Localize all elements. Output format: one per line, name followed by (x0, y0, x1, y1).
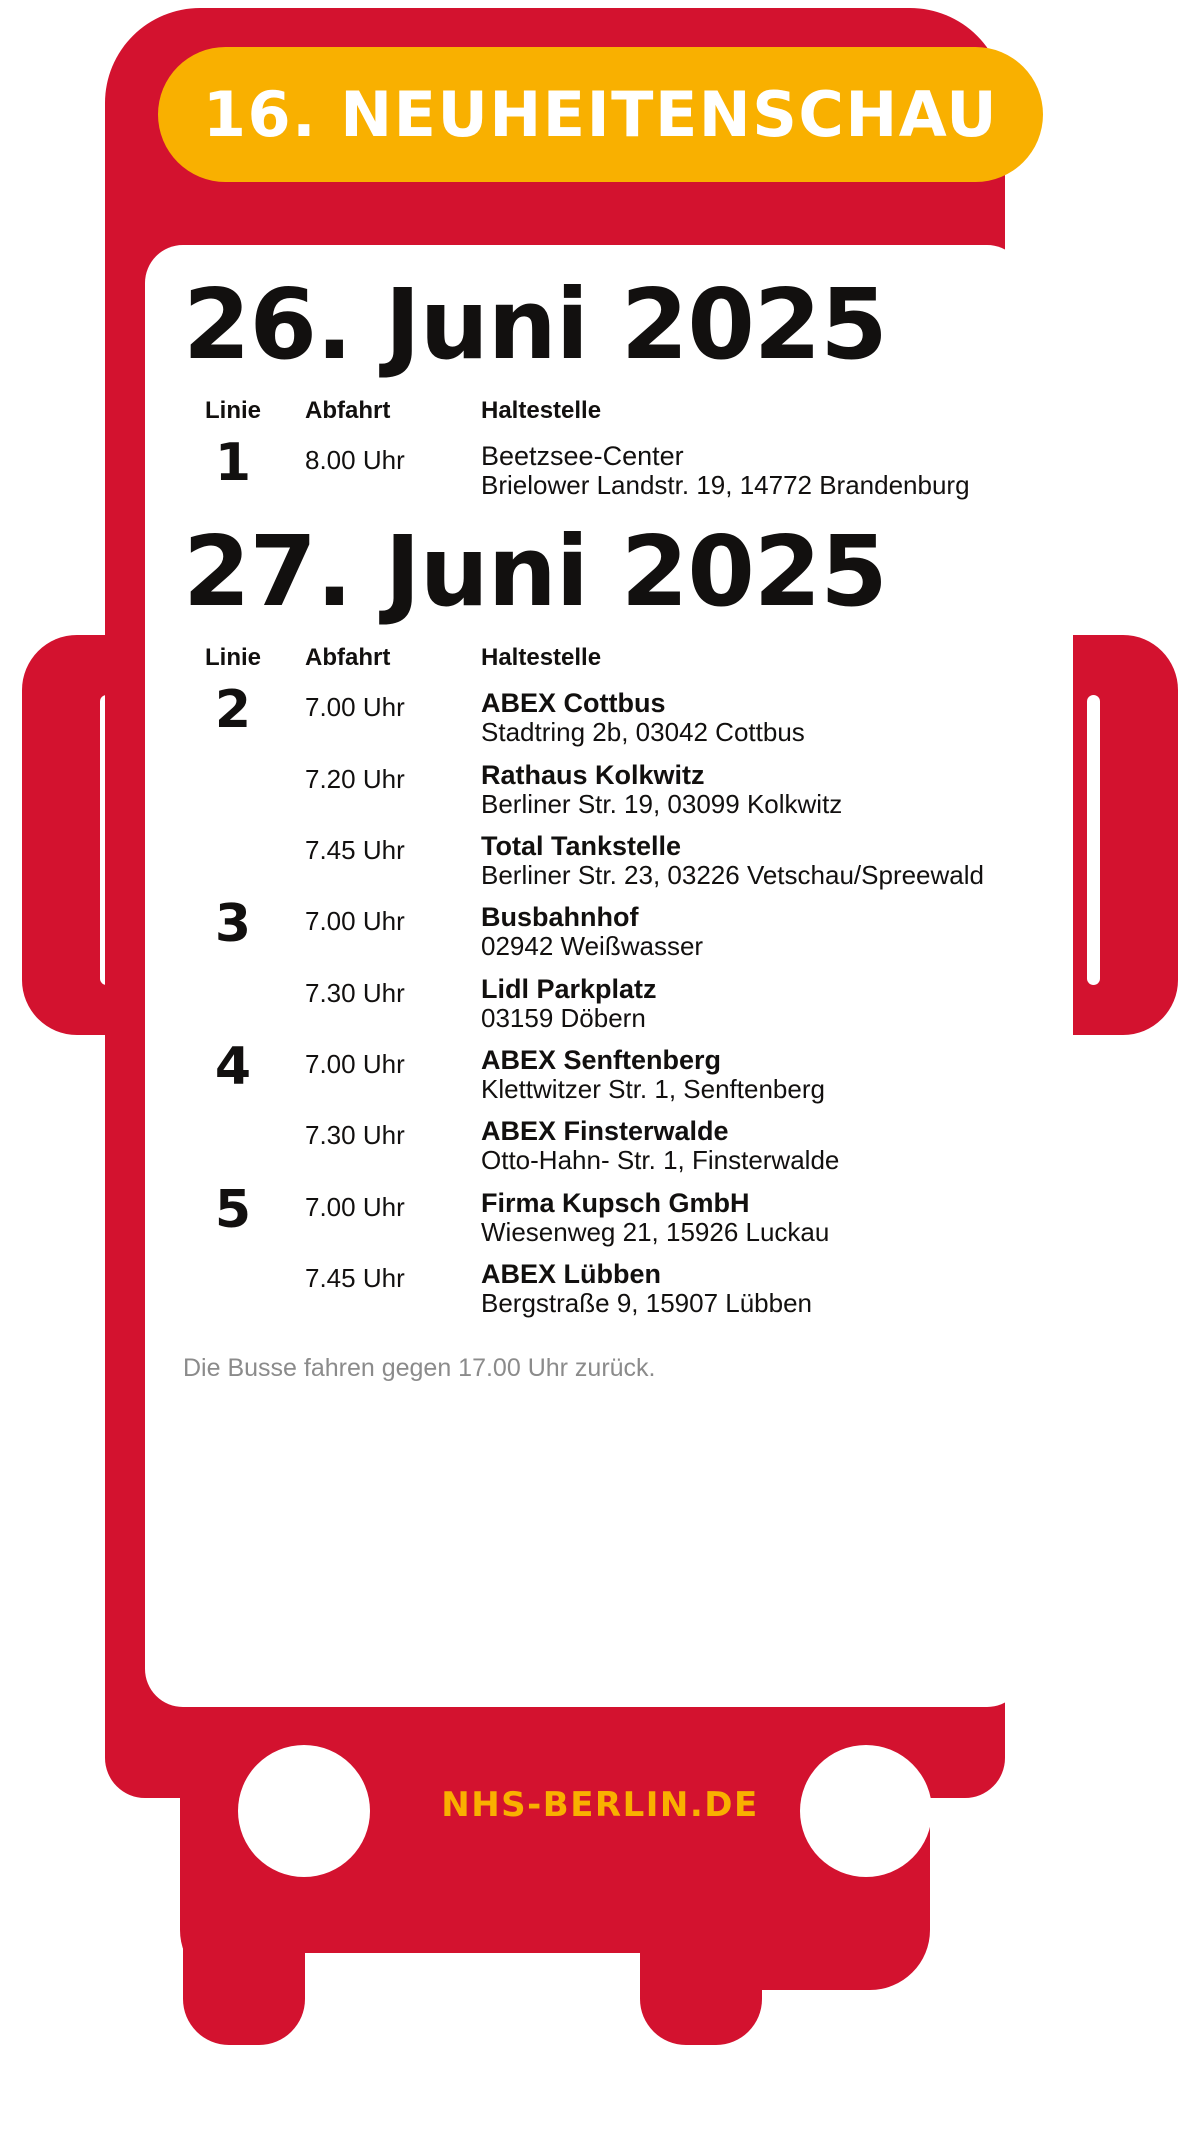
departure-time: 7.00 Uhr (305, 906, 405, 937)
stop-name: ABEX Finsterwalde (481, 1116, 729, 1147)
table-row (183, 432, 987, 501)
column-header-departure: Abfahrt (305, 396, 391, 424)
stop-cell (463, 972, 987, 1033)
departure-time: 8.00 Uhr (305, 444, 405, 475)
departure-time: 7.30 Uhr (305, 1120, 405, 1151)
day-block-1 (183, 268, 987, 501)
column-header-stop: Haltestelle (481, 396, 602, 424)
stop-address: Brielower Landstr. 19, 14772 Brandenburg (481, 470, 970, 501)
column-header-departure: Abfahrt (305, 644, 391, 672)
stop-address: Berliner Str. 23, 03226 Vetschau/Spreewald (481, 860, 984, 891)
departure-time: 7.00 Uhr (305, 692, 405, 723)
stop-address: Wiesenweg 21, 15926 Luckau (481, 1216, 830, 1247)
stop-name: ABEX Senftenberg (481, 1044, 722, 1075)
page-title: 16. NEUHEITENSCHAU (202, 78, 999, 151)
return-note: Die Busse fahren gegen 17.00 Uhr zurück. (183, 1354, 656, 1383)
line-number: 1 (214, 432, 252, 493)
stop-address: Otto-Hahn- Str. 1, Finsterwalde (481, 1145, 840, 1176)
line-number: 4 (214, 1036, 252, 1097)
departure-time: 7.00 Uhr (305, 1191, 405, 1222)
stop-cell (463, 758, 987, 819)
stop-name: Total Tankstelle (481, 830, 682, 861)
table-row (183, 1179, 987, 1247)
departure-time: 7.00 Uhr (305, 1048, 405, 1079)
table-row (183, 1114, 987, 1175)
stop-cell (463, 439, 987, 500)
table-row (183, 1036, 987, 1105)
table-row (183, 1257, 987, 1318)
bus-mirror-right-icon (1073, 635, 1178, 1035)
date-heading: 27. Juni 2025 (183, 515, 887, 629)
column-header-line: Linie (204, 644, 261, 672)
bus-bumper-notch (305, 1953, 640, 2043)
schedule-panel (145, 245, 1025, 1707)
line-number: 5 (214, 1179, 252, 1240)
stop-name: Rathaus Kolkwitz (481, 759, 705, 790)
stop-address: Bergstraße 9, 15907 Lübben (481, 1288, 813, 1319)
title-badge (158, 47, 1043, 182)
stop-address: 02942 Weißwasser (481, 931, 704, 962)
stop-name: Busbahnhof (481, 902, 639, 933)
stop-name: Firma Kupsch GmbH (481, 1187, 750, 1218)
website-url[interactable]: NHS-BERLIN.DE (441, 1785, 759, 1825)
table-row (183, 894, 987, 962)
stop-address: Klettwitzer Str. 1, Senftenberg (481, 1074, 825, 1105)
stop-cell (463, 900, 987, 961)
table-row (183, 680, 987, 748)
line-number: 3 (214, 894, 252, 955)
stop-cell (463, 1114, 987, 1175)
table-row (183, 972, 987, 1033)
departure-time: 7.45 Uhr (305, 834, 405, 865)
table-row (183, 829, 987, 890)
stop-name: Beetzsee-Center (481, 440, 684, 471)
table-row (183, 758, 987, 819)
stop-address: Stadtring 2b, 03042 Cottbus (481, 717, 805, 748)
stop-address: 03159 Döbern (481, 1002, 646, 1033)
stop-cell (463, 1186, 987, 1247)
column-headers (183, 644, 987, 672)
stop-name: ABEX Cottbus (481, 688, 666, 719)
departure-time: 7.20 Uhr (305, 763, 405, 794)
column-header-stop: Haltestelle (481, 644, 602, 672)
stop-name: ABEX Lübben (481, 1258, 661, 1289)
bus-mirror-slot-right (1087, 695, 1100, 985)
stop-address: Berliner Str. 19, 03099 Kolkwitz (481, 788, 843, 819)
stop-cell (463, 829, 987, 890)
stop-cell (463, 1043, 987, 1104)
stop-name: Lidl Parkplatz (481, 973, 657, 1004)
date-heading: 26. Juni 2025 (183, 268, 887, 381)
stop-cell (463, 686, 987, 747)
departure-time: 7.30 Uhr (305, 977, 405, 1008)
line-number: 2 (214, 680, 252, 741)
column-header-line: Linie (204, 396, 261, 424)
bus-foot-right (640, 1940, 762, 2045)
stop-cell (463, 1257, 987, 1318)
column-headers (183, 397, 987, 425)
departure-time: 7.45 Uhr (305, 1262, 405, 1293)
day-block-2 (183, 515, 987, 1319)
bus-foot-left (183, 1940, 305, 2045)
